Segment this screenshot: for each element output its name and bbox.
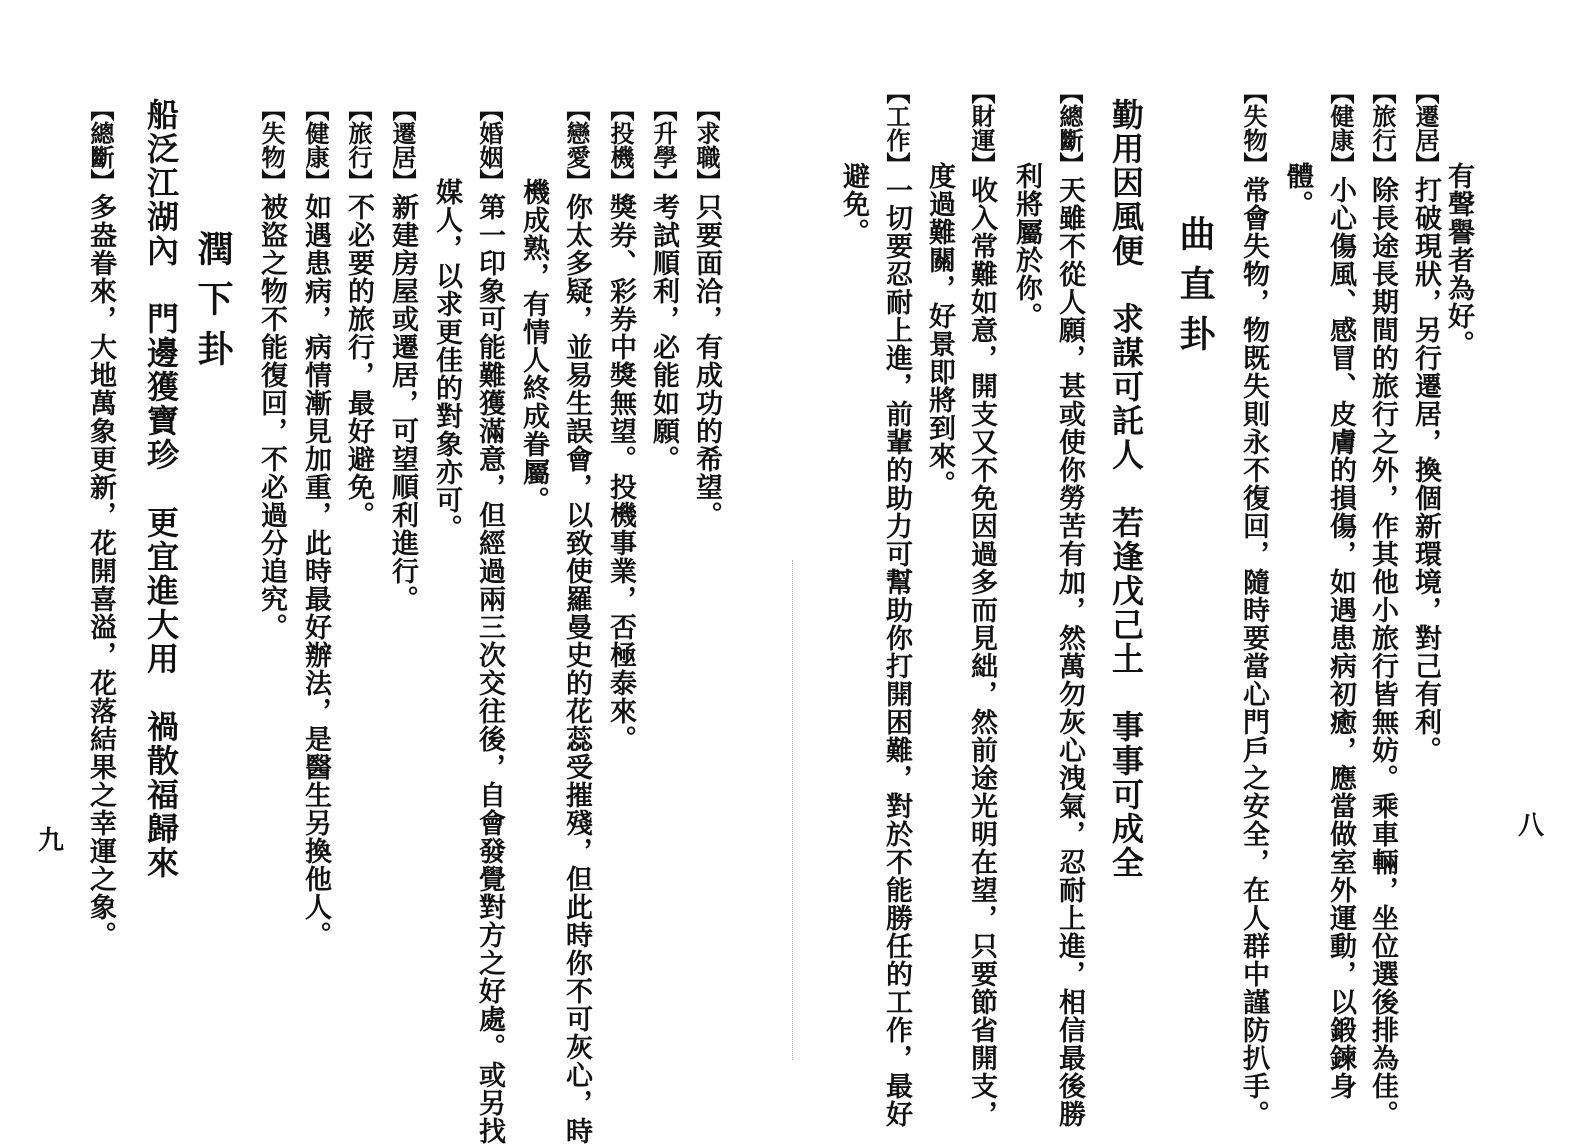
section-text: 被盜之物不能復回，不必過分追究。: [256, 193, 287, 641]
section-label: 【婚姻】: [475, 97, 504, 193]
section-overall-cont: 利將屬於你。: [1011, 162, 1042, 330]
gua-title: 潤下卦: [192, 230, 234, 380]
section-lost-items: [1240, 80, 1267, 1128]
verse-line: 船泛江湖內 門邊獲寶珍 更宜進大用 禍散福歸來: [142, 98, 180, 880]
section-label: 【總斷】: [1055, 80, 1084, 176]
section-lost-items: [258, 97, 285, 641]
section-text: 小心傷風、感冒、皮膚的損傷，如遇患病初癒，應當做室外運動，以鍛鍊身: [1325, 176, 1356, 1100]
continued-line: 有聲譽者為好。: [1443, 162, 1474, 358]
section-text: 多盎眷來，大地萬象更新，花開喜溢，花落結果之幸運之象。: [85, 193, 116, 949]
section-label: 【失物】: [1239, 80, 1268, 176]
section-label: 【健康】: [1326, 80, 1355, 176]
section-text: 第一印象可能難獲滿意，但經過兩三次交往後，自會發覺對方之好處。或另找: [474, 193, 505, 1145]
right-page: [800, 0, 1577, 1128]
section-text: 打破現狀，另行遷居，換個新環境，對己有利。: [1410, 176, 1441, 764]
section-work-cont: 避免。: [838, 162, 869, 246]
section-relocation: [389, 97, 416, 613]
section-label: 【戀愛】: [562, 97, 591, 193]
section-text: 你太多疑，並易生誤會，以致使羅曼史的花蕊受摧殘，但此時你不可灰心，時: [561, 193, 592, 1145]
section-text: 如遇患病，病情漸見加重，此時最好辦法，是醫生另換他人。: [300, 193, 331, 949]
section-label: 【旅行】: [1368, 80, 1397, 176]
section-health: [1327, 80, 1354, 1100]
section-love: [563, 97, 590, 1145]
left-page: [0, 0, 770, 1145]
section-text: 常會失物，物既失則永不復回，隨時要當心門戶之安全，在人群中謹防扒手。: [1238, 176, 1269, 1128]
section-text: 天雖不從人願，甚或使你勞苦有加，然萬勿灰心洩氣，忍耐上進，相信最後勝: [1054, 176, 1085, 1128]
page-number: 八: [1518, 811, 1545, 841]
verse-line: 勤用因風便 求謀可託人 若逢戊己土 事事可成全: [1107, 98, 1145, 880]
section-health: [302, 97, 329, 949]
section-label: 【旅行】: [344, 97, 373, 193]
section-label: 【求職】: [692, 97, 721, 193]
page-gutter: [792, 560, 794, 1060]
section-label: 【總斷】: [86, 97, 115, 193]
section-text: 新建房屋或遷居，可望順利進行。: [387, 193, 418, 613]
gua-title: 曲直卦: [1174, 215, 1216, 365]
section-love-cont: 機成熟，有情人終成眷屬。: [518, 178, 549, 514]
section-label: 【財運】: [967, 80, 996, 176]
section-text: 一切要忍耐上進，前輩的助力可幫助你打開困難，對於不能勝任的工作，最好: [881, 176, 912, 1128]
section-study: [650, 97, 677, 473]
section-job: [693, 97, 720, 529]
section-label: 【遷居】: [1411, 80, 1440, 176]
section-relocation: [1412, 80, 1439, 764]
section-label: 【健康】: [301, 97, 330, 193]
section-marriage-cont: 媒人，以求更佳的對象亦可。: [431, 178, 462, 542]
section-overall: [1056, 80, 1083, 1128]
section-travel: [1369, 80, 1396, 1128]
section-speculation: [607, 97, 634, 753]
section-work: [883, 80, 910, 1128]
section-travel: [345, 97, 372, 529]
section-fortune: [968, 80, 995, 1128]
section-text: 不必要的旅行，最好避免。: [343, 193, 374, 529]
section-health-cont: 體。: [1282, 162, 1313, 218]
section-label: 【升學】: [649, 97, 678, 193]
section-text: 只要面洽，有成功的希望。: [691, 193, 722, 529]
section-fortune-cont: 度過難關，好景即將到來。: [924, 162, 955, 498]
section-label: 【工作】: [882, 80, 911, 176]
page-number: 九: [38, 826, 65, 856]
section-text: 考試順利，必能如願。: [648, 193, 679, 473]
section-text: 獎券、彩券中獎無望。投機事業，否極泰來。: [605, 193, 636, 753]
section-label: 【投機】: [606, 97, 635, 193]
section-label: 【遷居】: [388, 97, 417, 193]
section-text: 收入常難如意，開支又不免因過多而見絀，然前途光明在望，只要節省開支，: [966, 176, 997, 1128]
section-marriage: [476, 97, 503, 1145]
section-label: 【失物】: [257, 97, 286, 193]
section-text: 除長途長期間的旅行之外，作其他小旅行皆無妨。乘車輛，坐位選後排為佳。: [1367, 176, 1398, 1128]
section-overall: [87, 97, 114, 949]
